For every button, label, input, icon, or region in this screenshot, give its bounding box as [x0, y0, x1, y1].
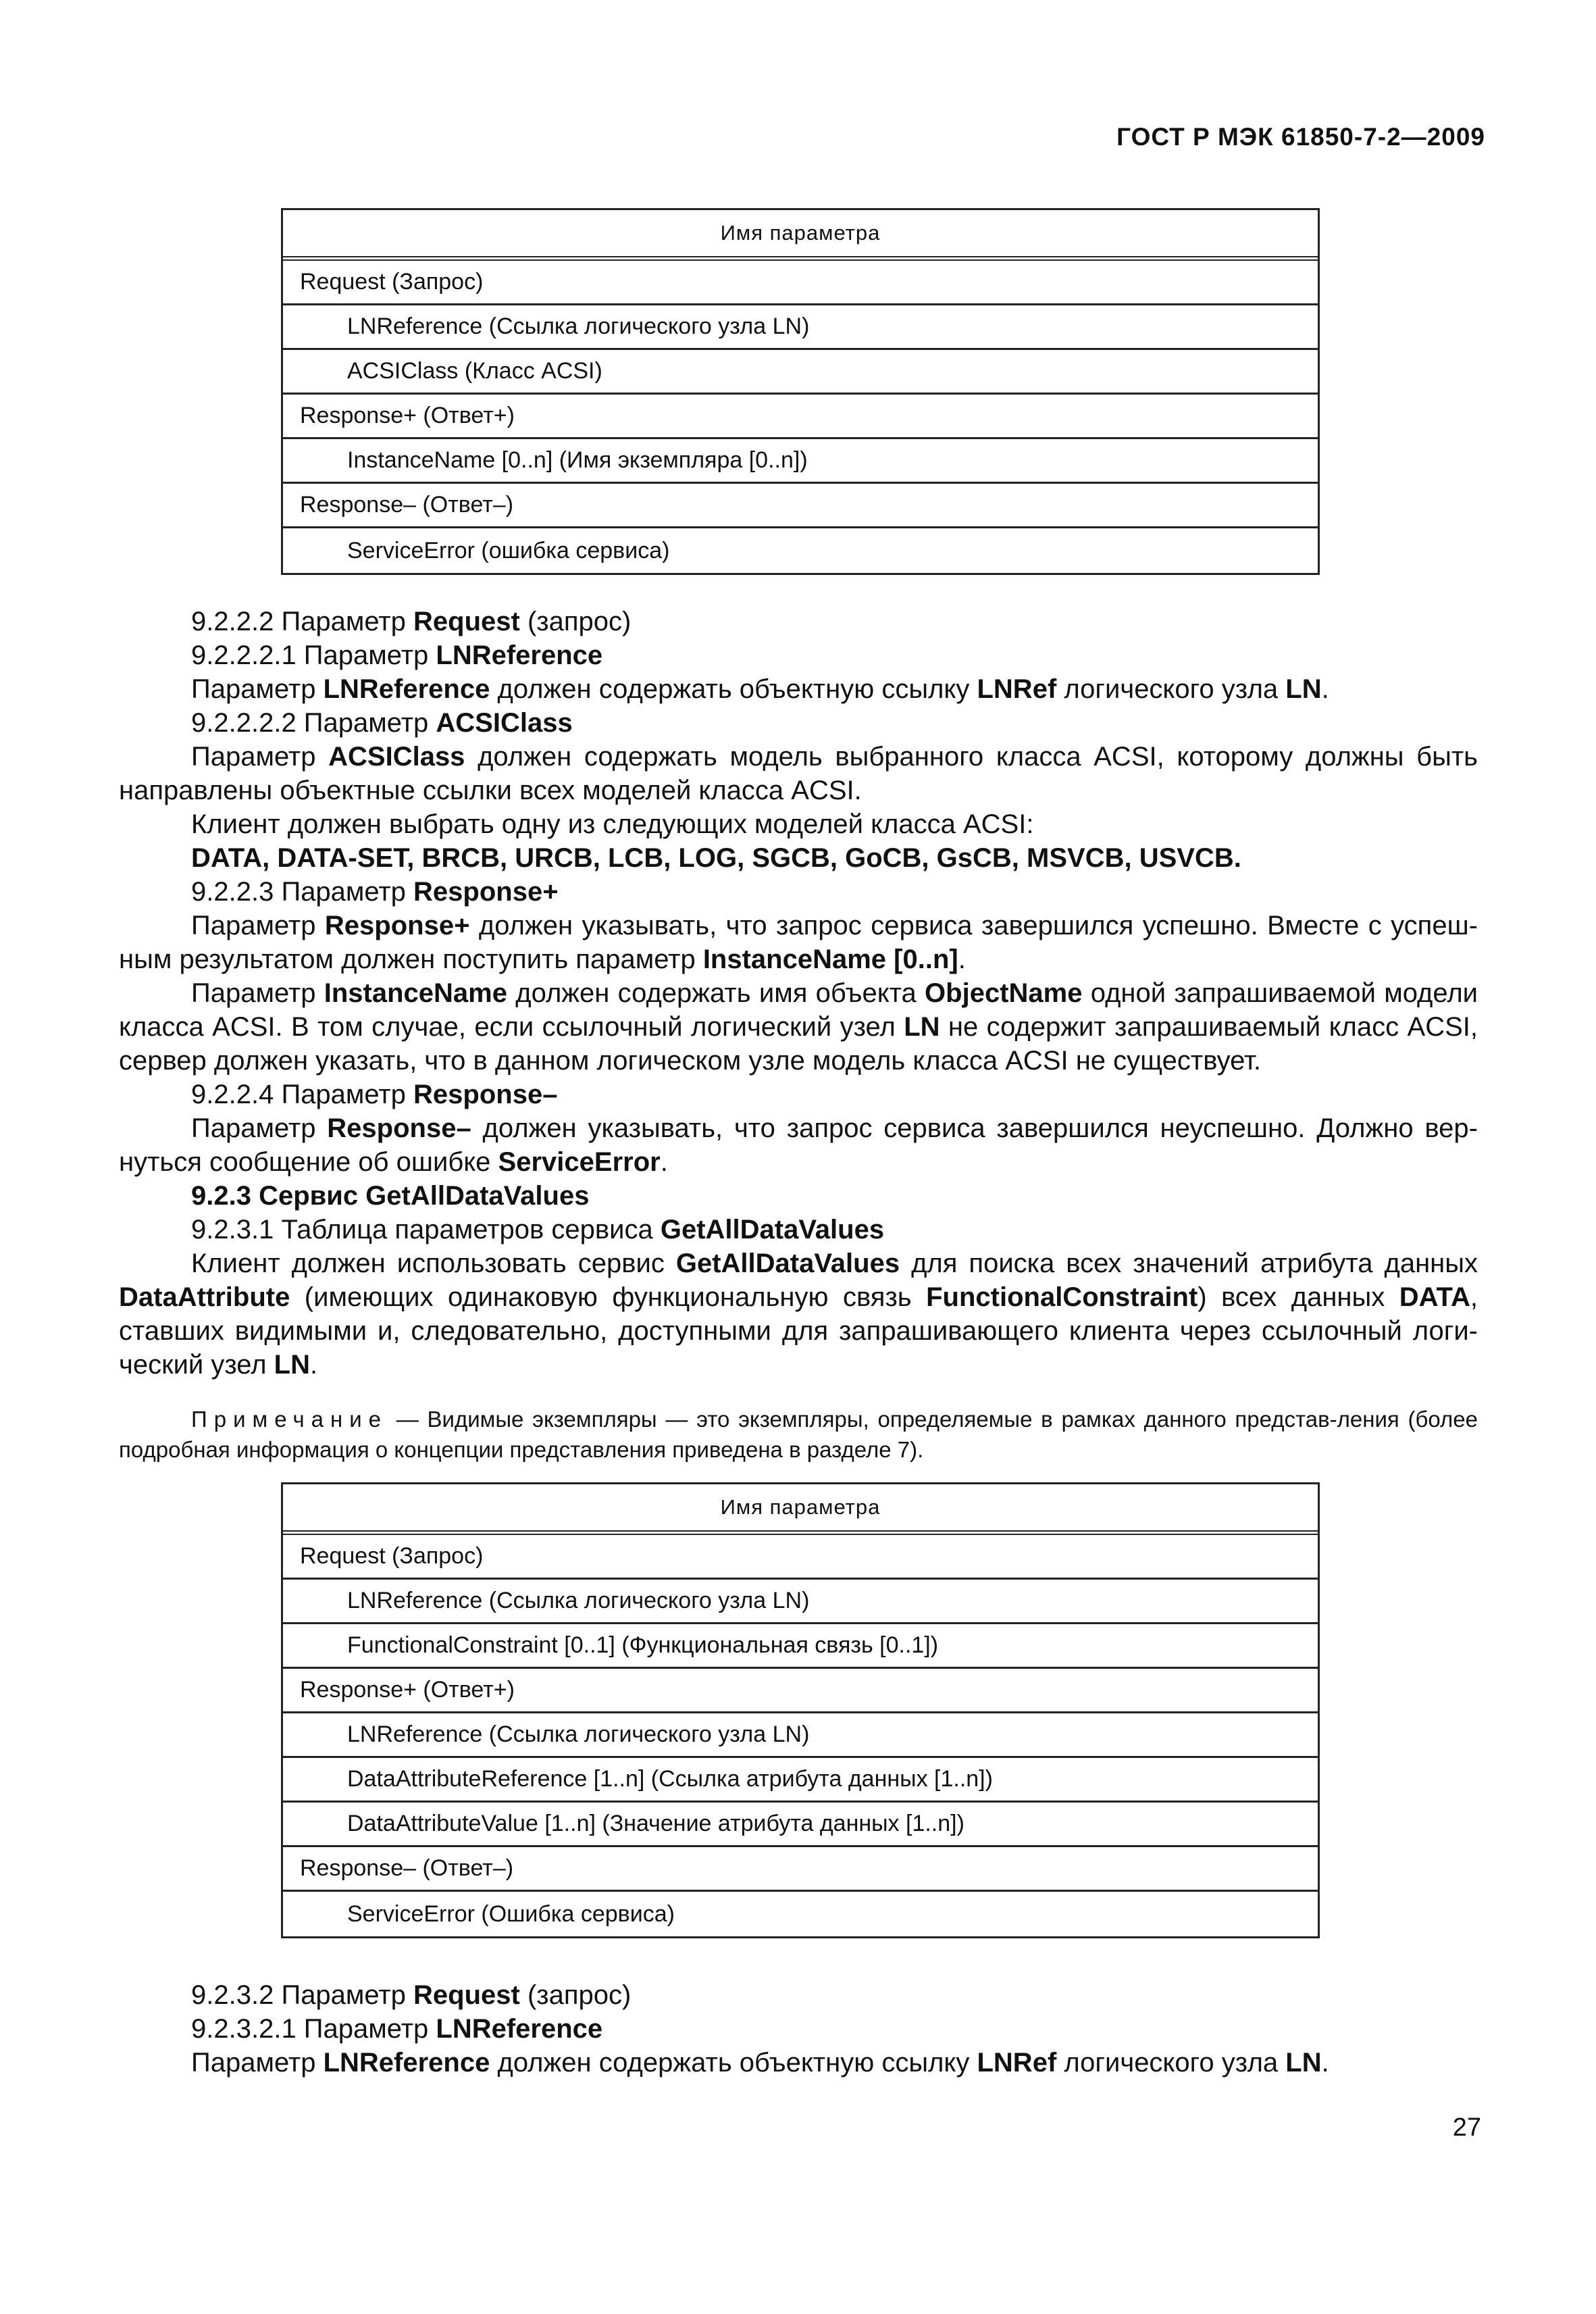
paragraph: 9.2.3.1 Таблица параметров сервиса GetAllDataValues — [191, 1215, 885, 1244]
note-text: — Видимые экземпляры — это экземпляры, определяемые в рамках данного представ-ления (более подробная информация о концепции представления приведена в разделе 7). — [119, 1407, 1478, 1462]
page-number: 27 — [1452, 2113, 1481, 2142]
table-row: DataAttributeValue [1..n] (Значение атрибута данных [1..n]) — [283, 1803, 1318, 1847]
body-section-1 — [119, 605, 1478, 1382]
parameter-table-2 — [281, 1482, 1320, 1938]
table-header: Имя параметра — [283, 210, 1318, 261]
paragraph: Параметр InstanceName должен содержать имя объекта ObjectName одной запрашиваемой модели класса ACSI. В том случае, если ссылочный логический узел LN не содержит запрашиваемый класс ACSI, сервер должен указать, что в данном логическом узле модель класса ACSI не существует. — [119, 978, 1478, 1076]
table-row: ServiceError (Ошибка сервиса) — [347, 1901, 675, 1927]
paragraph: Клиент должен использовать сервис GetAllDataValues для поиска всех значений атрибута данных DataAttribute (имеющих одинаковую функциональную связь FunctionalConstraint) всех данных DATA, ставших видимыми и, следовательно, доступными для запрашивающего клиента через ссылочный логи-ческий узел LN. — [119, 1249, 1478, 1380]
table-row: Response– (Ответ–) — [283, 1847, 1318, 1892]
table-row: LNReference (Ссылка логического узла LN) — [283, 1713, 1318, 1758]
document-header: ГОСТ Р МЭК 61850-7-2—2009 — [1116, 123, 1485, 151]
table-row: Response+ (Ответ+) — [283, 1669, 1318, 1713]
paragraph: DATA, DATA-SET, BRCB, URCB, LCB, LOG, SGCB, GoCB, GsCB, MSVCB, USVCB. — [191, 843, 1241, 873]
paragraph: 9.2.2.2.2 Параметр ACSIClass — [191, 708, 573, 738]
paragraph: Параметр ACSIClass должен содержать модель выбранного класса ACSI, которому должны быть направлены объектные ссылки всех моделей класса ACSI. — [119, 742, 1478, 805]
table-row: LNReference (Ссылка логического узла LN) — [283, 305, 1318, 350]
paragraph: 9.2.2.2.1 Параметр LNReference — [191, 640, 603, 670]
paragraph: Параметр LNReference должен содержать объектную ссылку LNRef логического узла LN. — [191, 2048, 1329, 2078]
table-row: LNReference (Ссылка логического узла LN) — [283, 1580, 1318, 1624]
table-row: Response+ (Ответ+) — [283, 395, 1318, 439]
paragraph: Параметр Response– должен указывать, что запрос сервиса завершился неуспешно. Должно вер-нуться сообщение об ошибке ServiceError. — [119, 1113, 1478, 1177]
paragraph: 9.2.2.4 Параметр Response– — [191, 1080, 558, 1109]
parameter-table-1 — [281, 208, 1320, 575]
paragraph: 9.2.2.3 Параметр Response+ — [191, 877, 559, 907]
paragraph: 9.2.3.2 Параметр Request (запрос) — [191, 1980, 632, 2010]
paragraph: 9.2.2.2 Параметр Request (запрос) — [191, 607, 632, 636]
table-header: Имя параметра — [283, 1484, 1318, 1535]
table-row: InstanceName [0..n] (Имя экземпляра [0..n]) — [283, 439, 1318, 484]
table-row: Request (Запрос) — [283, 261, 1318, 305]
note-label: Примечание — [191, 1407, 388, 1432]
section-heading: 9.2.3 Сервис GetAllDataValues — [191, 1181, 590, 1211]
note — [119, 1404, 1478, 1465]
table-row: FunctionalConstraint [0..1] (Функциональная связь [0..1]) — [283, 1624, 1318, 1669]
paragraph: Клиент должен выбрать одну из следующих моделей класса ACSI: — [191, 809, 1034, 839]
table-row: Response– (Ответ–) — [283, 484, 1318, 528]
table-row: ACSIClass (Класс ACSI) — [283, 350, 1318, 395]
table-row: Request (Запрос) — [283, 1535, 1318, 1580]
body-section-2 — [119, 1978, 1478, 2080]
table-row: DataAttributeReference [1..n] (Ссылка атрибута данных [1..n]) — [283, 1758, 1318, 1803]
paragraph: 9.2.3.2.1 Параметр LNReference — [191, 2014, 603, 2044]
table-row: ServiceError (ошибка сервиса) — [347, 537, 670, 563]
paragraph: Параметр Response+ должен указывать, что запрос сервиса завершился успешно. Вместе с успеш-ным результатом должен поступить параметр InstanceName [0..n]. — [119, 911, 1478, 974]
paragraph: Параметр LNReference должен содержать объектную ссылку LNRef логического узла LN. — [191, 674, 1329, 704]
